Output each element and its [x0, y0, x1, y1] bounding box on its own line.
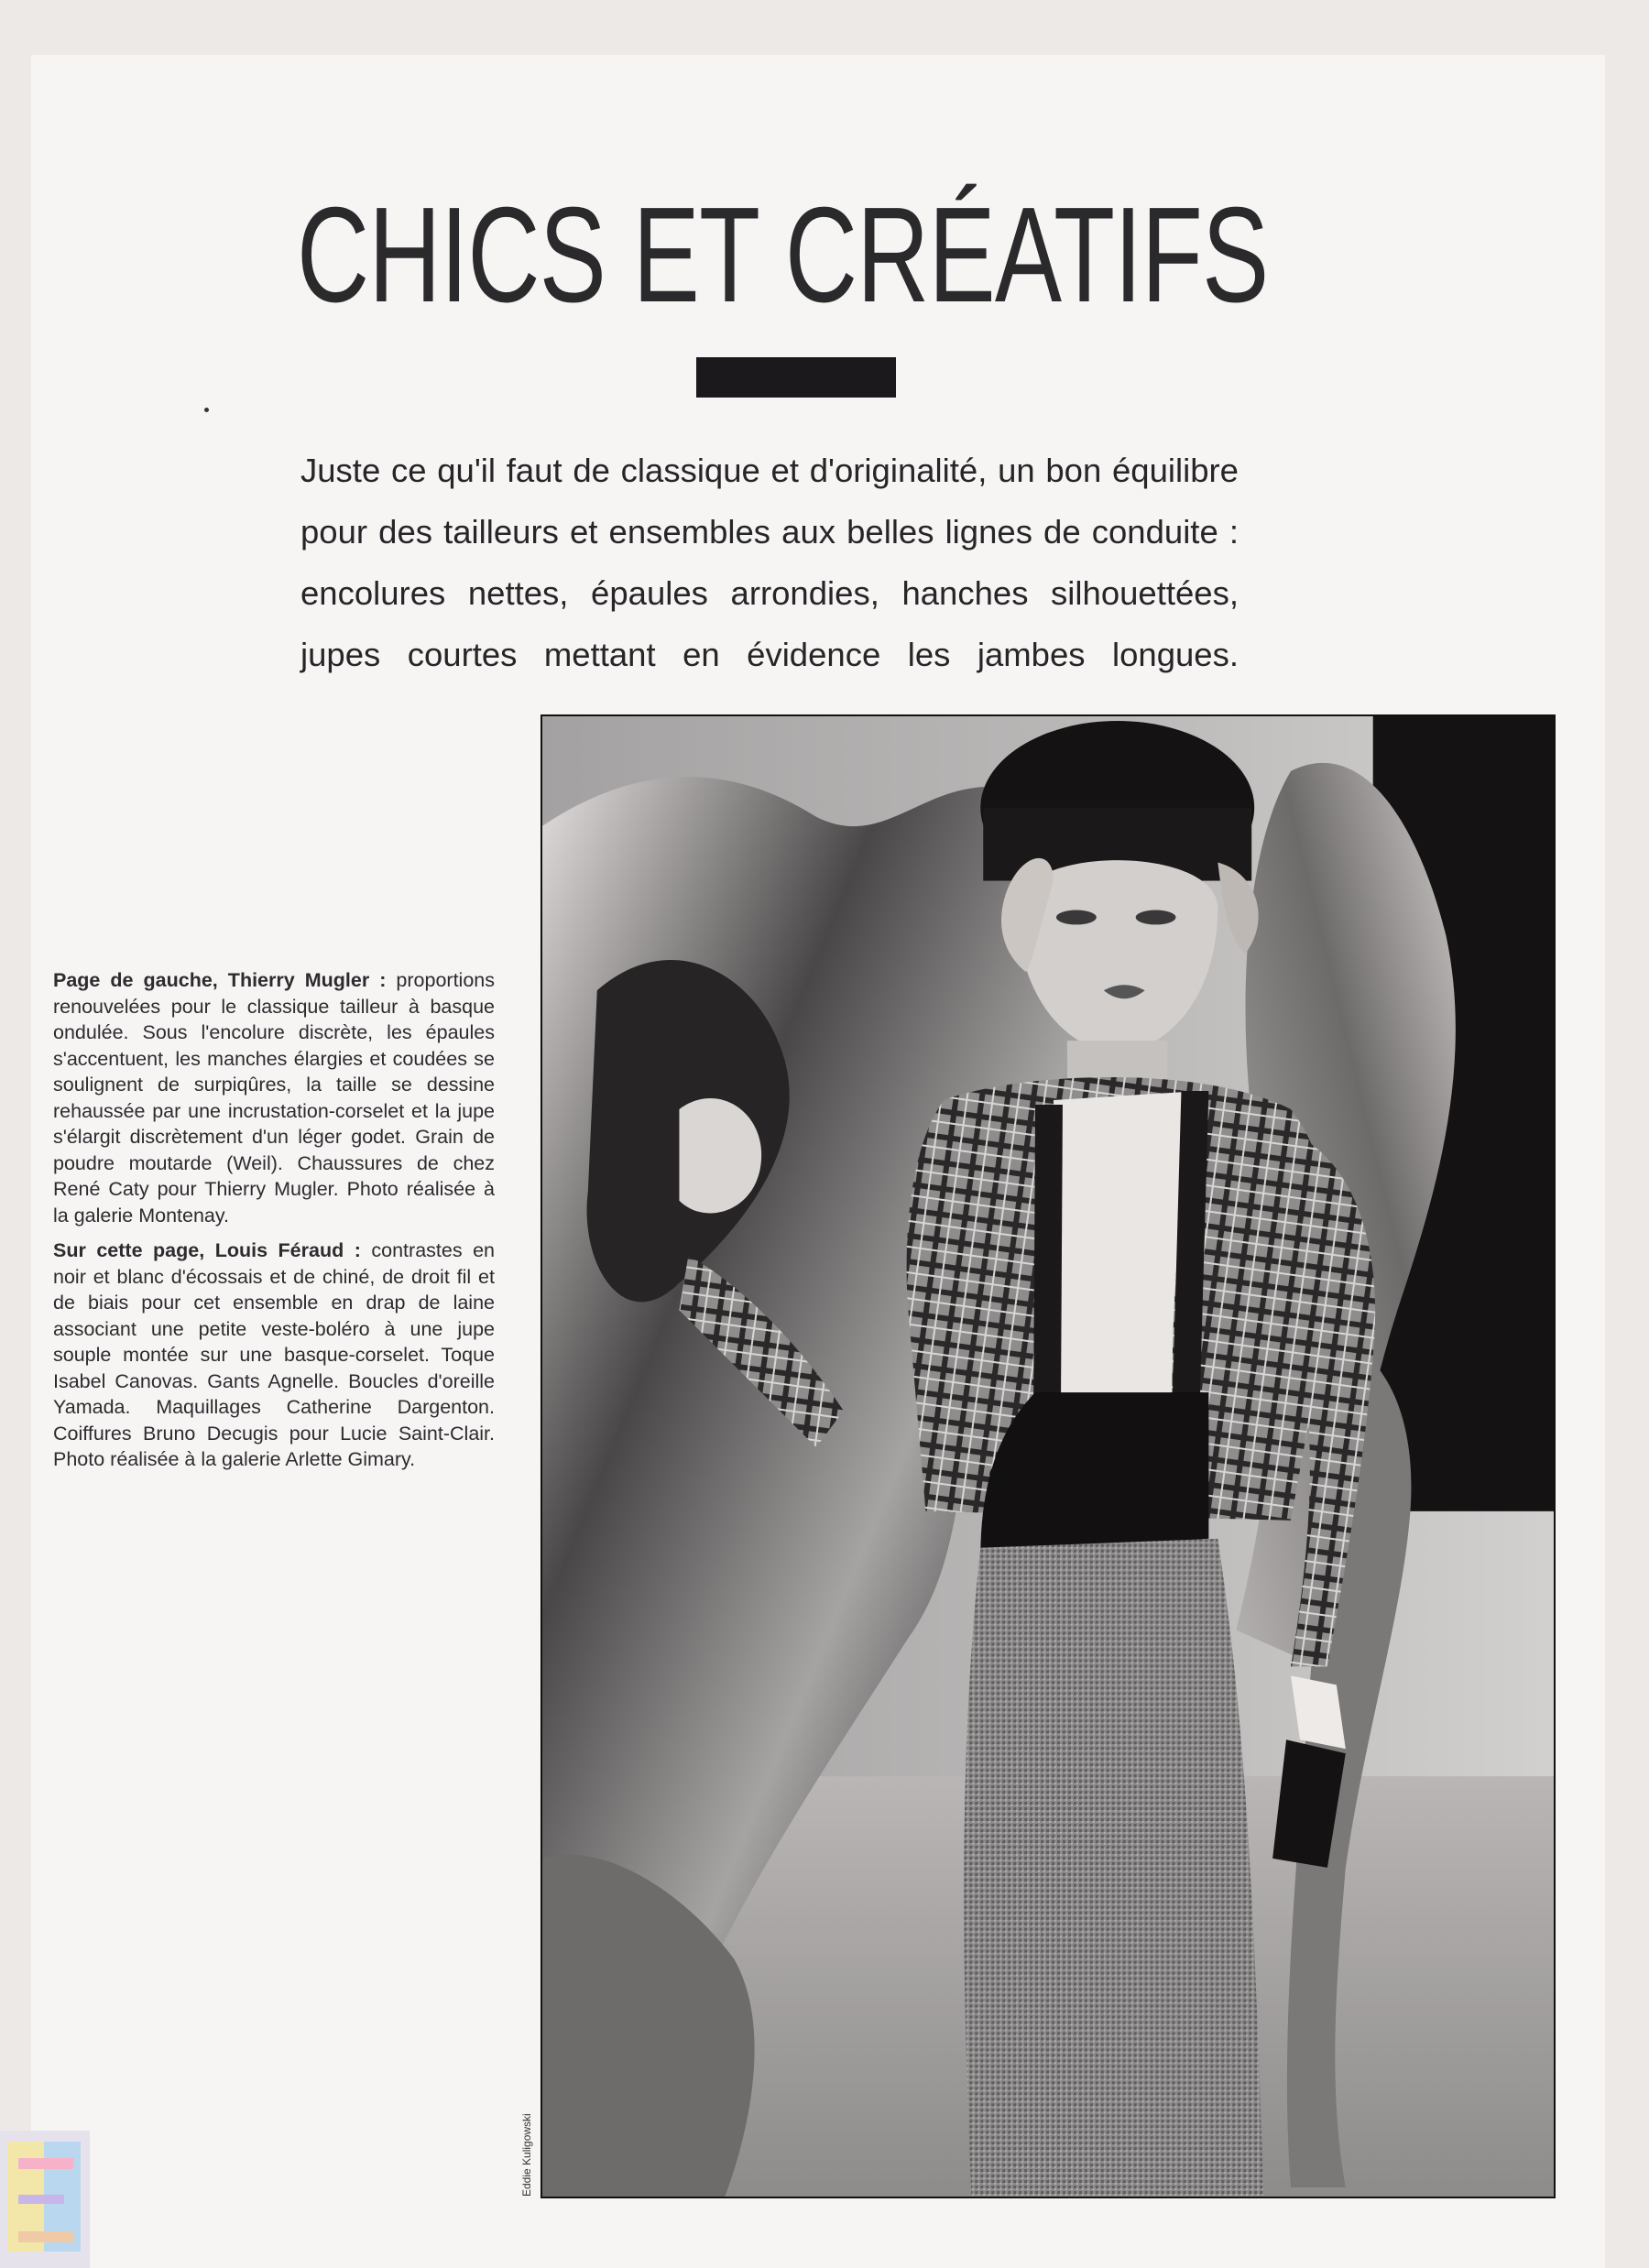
caption-left-page [53, 967, 495, 1228]
intro-line: encolures nettes, épaules arrondies, hanches silhouettées, [300, 574, 1239, 612]
intro-line: pour des tailleurs et ensembles aux belles lignes de conduite : [300, 513, 1239, 551]
caption-body: proportions renouvelées pour le classique tailleur à basque ondulée. Sous l'encolure discrète, les épaules s'accentuent, les manches élargies et coudées se soulignent de surpiqûres, la taille se dessine rehaussée par une incrustation-corselet et la jupe s'élargit discrètement d'un léger godet. Grain de poudre moutarde (Weil). Chaussures de chez René Caty pour Thierry Mugler. Photo réalisée à la galerie Montenay. [53, 969, 495, 1227]
caption-column [53, 967, 495, 1482]
intro-line: jupes courtes mettant en évidence les jambes longues. [300, 636, 1239, 673]
corner-logo [0, 2131, 90, 2268]
caption-this-page [53, 1238, 495, 1473]
intro-line: Juste ce qu'il faut de classique et d'originalité, un bon équilibre [300, 452, 1239, 489]
caption-lead: Page de gauche, Thierry Mugler : [53, 969, 387, 991]
photo-credit: Eddie Kuligowski [520, 2113, 533, 2197]
intro-paragraph [300, 440, 1239, 685]
title-underline-bar [696, 357, 896, 398]
caption-body: contrastes en noir et blanc d'écossais et de chiné, de droit fil et de biais pour cet ensemble en drap de laine associant une petite veste-boléro à une jupe souple montée sur une basque-corselet. Toque Isabel Canovas. Gants Agnelle. Boucles d'oreille Yamada. Maquillages Catherine Dargenton. Coiffures Bruno Decugis pour Lucie Saint-Clair. Photo réalisée à la galerie Arlette Gimary. [53, 1239, 495, 1470]
caption-lead: Sur cette page, Louis Féraud : [53, 1239, 361, 1261]
fashion-photo [541, 714, 1556, 2198]
page-title: CHICS ET CRÉATIFS [297, 180, 1269, 331]
print-speck [204, 408, 209, 412]
photo-illustration [542, 716, 1554, 2197]
